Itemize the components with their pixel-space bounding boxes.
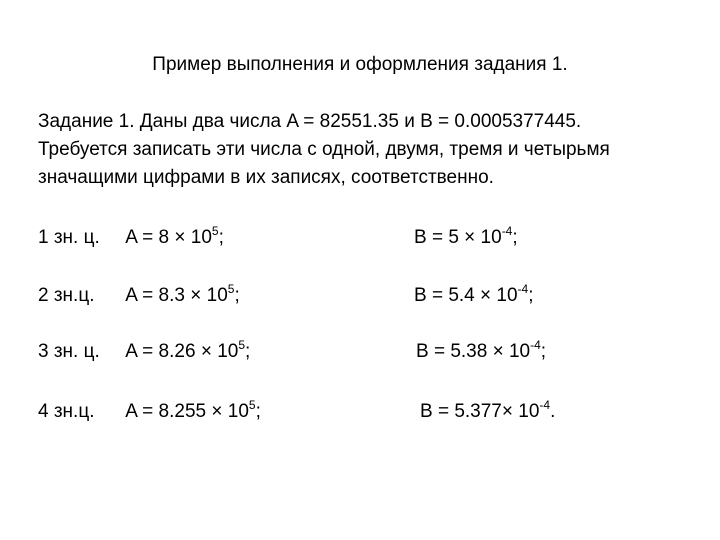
value-a-punct: ; [245,341,251,362]
answer-row-3 [38,338,250,366]
value-b-exponent: -4 [517,282,529,296]
value-a-exponent: 5 [211,224,219,238]
slide-title: Пример выполнения и оформления задания 1. [152,54,568,75]
answer-row-4 [38,398,261,426]
row-label: 3 зн. ц. [38,341,100,362]
value-b-punct: . [550,401,556,422]
value-b-row-1 [414,224,518,252]
value-b-row-3 [416,338,546,366]
value-a [125,398,261,426]
value-b-row-4 [420,398,555,426]
value-b-punct: ; [512,227,518,248]
value-b-exponent: -4 [530,338,541,352]
task-line-3: значащими цифрами в их записях, соответственно. [38,167,494,188]
value-a-punct: ; [255,401,261,422]
value-b-mantissa: B = 5 × 10 [414,227,502,248]
value-b-punct: ; [528,285,534,306]
value-b-mantissa: B = 5.38 × 10 [416,341,531,362]
value-a-punct: ; [234,285,240,306]
row-label: 2 зн.ц. [38,285,95,306]
row-label: 4 зн.ц. [38,401,95,422]
value-a-mantissa: A = 8.26 × 10 [125,341,239,362]
value-a-exponent: 5 [227,282,235,296]
answer-row-2 [38,282,240,310]
answer-row-1 [38,224,224,252]
value-a-exponent: 5 [248,398,256,412]
value-b-exponent: -4 [501,224,513,238]
task-statement [38,108,708,192]
value-a [125,282,239,310]
value-a-punct: ; [218,227,224,248]
value-b-punct: ; [540,341,547,362]
value-b-row-2 [414,282,533,310]
value-b-exponent: -4 [539,398,551,412]
value-a-mantissa: A = 8.255 × 10 [125,401,249,422]
value-a [125,224,224,252]
value-b-mantissa: B = 5.4 × 10 [414,285,518,306]
value-a [125,338,250,366]
task-line-1: Задание 1. Даны два числа A = 82551.35 и B = 0.0005377445. [38,111,582,132]
value-b-mantissa: B = 5.377× 10 [420,401,540,422]
value-a-mantissa: A = 8 × 10 [125,227,212,248]
value-a-mantissa: A = 8.3 × 10 [125,285,228,306]
value-a-exponent: 5 [238,338,246,352]
row-label: 1 зн. ц. [38,227,100,248]
task-line-2: Требуется записать эти числа с одной, двумя, тремя и четырьмя [38,139,610,160]
